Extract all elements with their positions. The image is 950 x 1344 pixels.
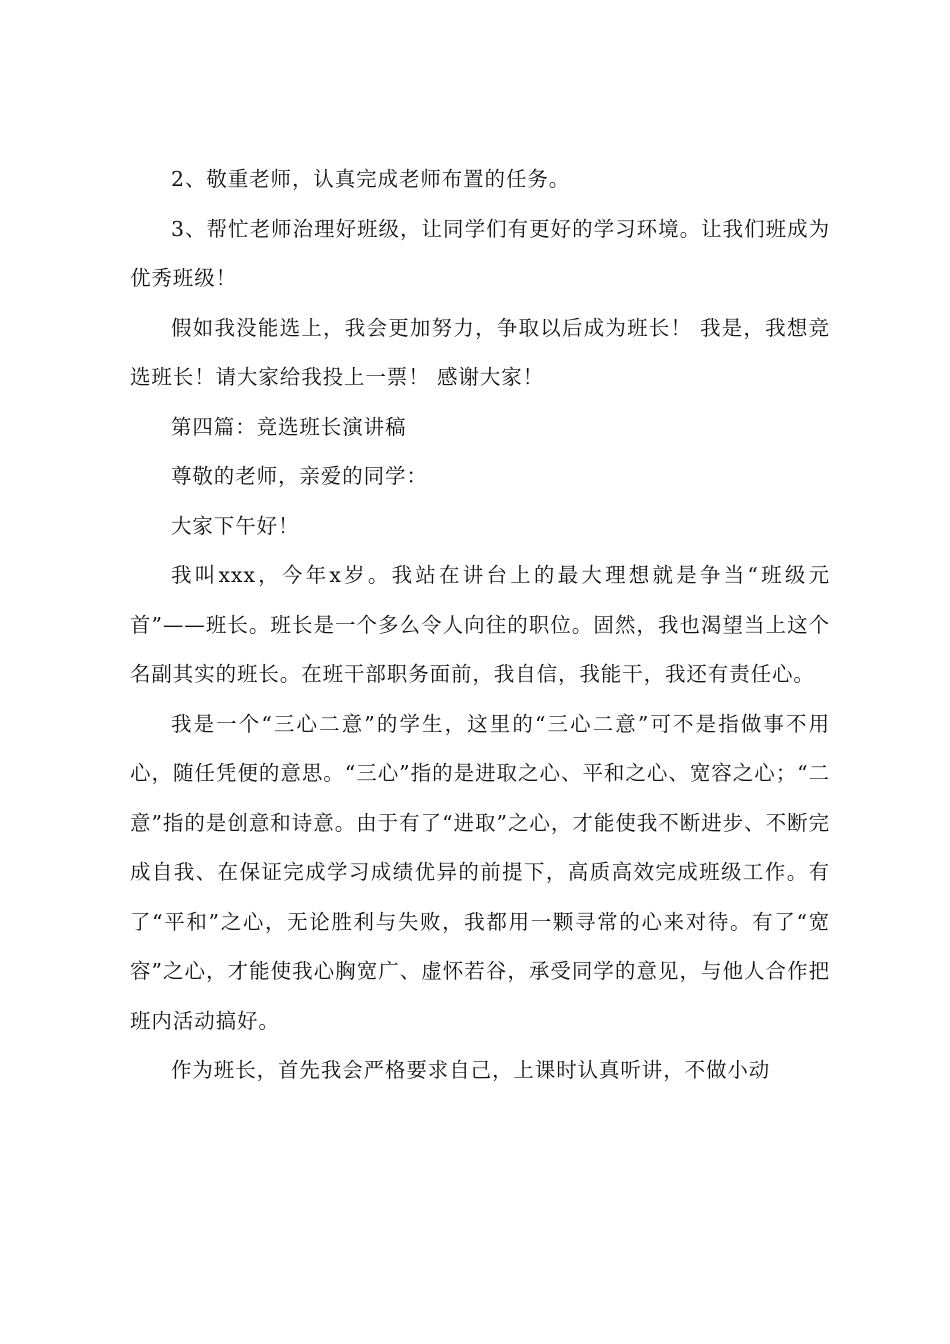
paragraph-item-2: 2、敬重老师，认真完成老师布置的任务。 (171, 167, 571, 191)
paragraph-three-hearts: 我是一个“三心二意”的学生，这里的“三心二意”可不是指做事不用心，随任凭便的意思。“三心”指的是进取之心、平和之心、宽容之心；“二意”指的是创意和诗意。由于有了“进取”之心，才能使我不断进步、不断完成自我、在保证完成学习成绩优异的前提下，高质高效完成班级工作。有了“平和”之心，无论胜利与失败，我都用一颗寻常的心来对待。有了“宽容”之心，才能使我心胸宽广、虚怀若谷，承受同学的意见，与他人合作把班内活动搞好。 (130, 711, 830, 1033)
document-body (130, 155, 830, 1096)
greeting: 大家下午好！ (171, 513, 300, 538)
paragraph-closing: 假如我没能选上，我会更加努力，争取以后成为班长！ 我是，我想竞选班长！请大家给我投上一票！ 感谢大家！ (130, 315, 830, 389)
section-heading: 第四篇：竞选班长演讲稿 (171, 414, 407, 439)
salutation: 尊敬的老师，亲爱的同学： (171, 464, 428, 488)
paragraph-introduction: 我叫xxx，今年x岁。我站在讲台上的最大理想就是争当“班级元首”——班长。班长是一个多么令人向往的职位。固然，我也渴望当上这个名副其实的班长。在班干部职务面前，我自信，我能干，我还有责任心。 (130, 563, 830, 686)
paragraph-item-3: 3、帮忙老师治理好班级，让同学们有更好的学习环境。让我们班成为优秀班级！ (130, 216, 830, 290)
paragraph-as-monitor: 作为班长，首先我会严格要求自己，上课时认真听讲，不做小动 (171, 1058, 771, 1082)
